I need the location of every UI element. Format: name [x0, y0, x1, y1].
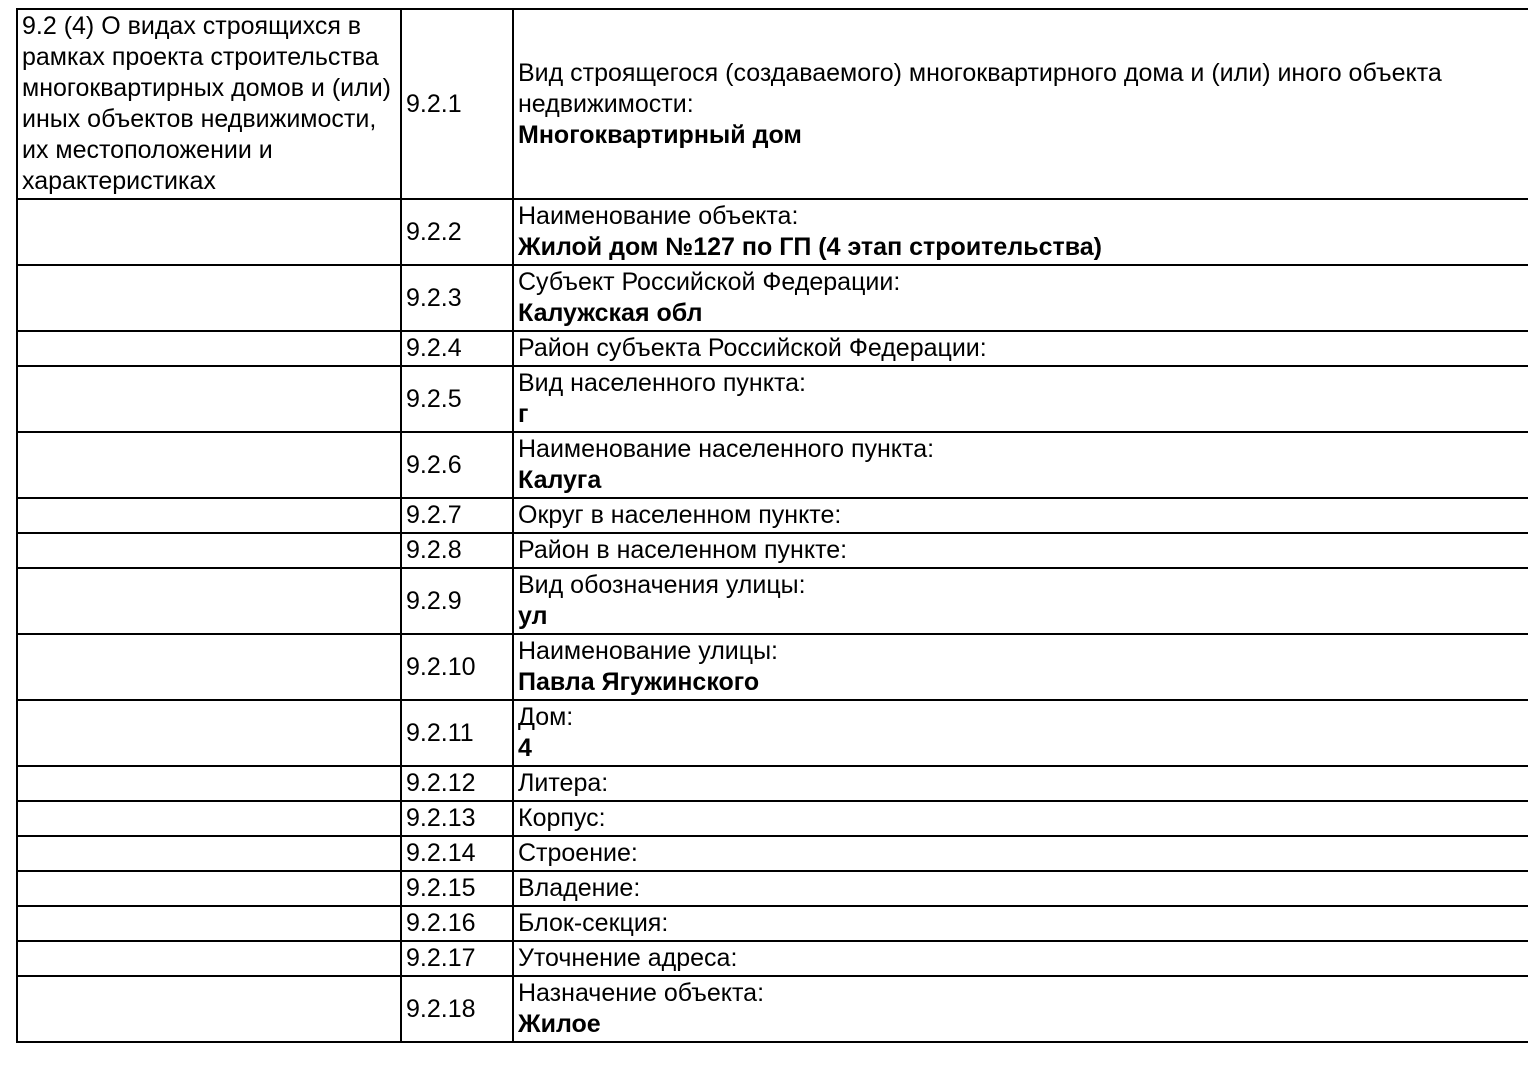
section-empty-cell — [17, 498, 401, 533]
field-value: г — [518, 400, 529, 428]
section-empty-cell — [17, 871, 401, 906]
section-title: 9.2 (4) О видах строящихся в рамках проекта строительства многоквартирных домов и (или) иных объектов недвижимости, их местоположении и характеристиках — [17, 9, 401, 199]
row-content-cell — [513, 700, 1528, 766]
row-content-cell — [513, 199, 1528, 265]
section-empty-cell — [17, 199, 401, 265]
field-label: Назначение объекта: — [518, 979, 765, 1007]
project-info-table-body — [17, 9, 1528, 1042]
row-content-cell — [513, 331, 1528, 366]
row-content-cell — [513, 801, 1528, 836]
row-number: 9.2.4 — [401, 331, 513, 366]
field-value: Жилое — [518, 1010, 601, 1038]
row-content-cell — [513, 366, 1528, 432]
table-row — [17, 836, 1528, 871]
field-label: Наименование объекта: — [518, 202, 799, 230]
field-label: Уточнение адреса: — [518, 944, 738, 972]
row-number: 9.2.16 — [401, 906, 513, 941]
table-row — [17, 9, 1528, 199]
section-empty-cell — [17, 366, 401, 432]
field-value: 4 — [518, 734, 532, 762]
row-content-cell — [513, 9, 1528, 199]
section-empty-cell — [17, 766, 401, 801]
section-empty-cell — [17, 801, 401, 836]
section-empty-cell — [17, 432, 401, 498]
project-info-table — [16, 8, 1528, 1043]
field-label: Дом: — [518, 703, 574, 731]
field-label: Владение: — [518, 874, 641, 902]
field-label: Наименование населенного пункта: — [518, 435, 935, 463]
row-number: 9.2.12 — [401, 766, 513, 801]
table-row — [17, 906, 1528, 941]
table-row — [17, 366, 1528, 432]
row-number: 9.2.8 — [401, 533, 513, 568]
field-label: Строение: — [518, 839, 638, 867]
table-row — [17, 976, 1528, 1042]
row-number: 9.2.10 — [401, 634, 513, 700]
section-empty-cell — [17, 568, 401, 634]
table-row — [17, 801, 1528, 836]
section-empty-cell — [17, 941, 401, 976]
section-empty-cell — [17, 700, 401, 766]
row-number: 9.2.14 — [401, 836, 513, 871]
field-label: Район субъекта Российской Федерации: — [518, 334, 987, 362]
field-label: Район в населенном пункте: — [518, 536, 848, 564]
row-number: 9.2.2 — [401, 199, 513, 265]
row-content-cell — [513, 533, 1528, 568]
row-content-cell — [513, 265, 1528, 331]
table-row — [17, 331, 1528, 366]
field-label: Корпус: — [518, 804, 606, 832]
row-content-cell — [513, 498, 1528, 533]
section-empty-cell — [17, 836, 401, 871]
table-row — [17, 766, 1528, 801]
row-number: 9.2.1 — [401, 9, 513, 199]
field-label: Субъект Российской Федерации: — [518, 268, 901, 296]
section-empty-cell — [17, 976, 401, 1042]
field-label: Округ в населенном пункте: — [518, 501, 842, 529]
field-label: Литера: — [518, 769, 609, 797]
field-value: Жилой дом №127 по ГП (4 этап строительства) — [518, 233, 1102, 261]
section-empty-cell — [17, 331, 401, 366]
table-row — [17, 265, 1528, 331]
row-number: 9.2.5 — [401, 366, 513, 432]
row-content-cell — [513, 906, 1528, 941]
row-content-cell — [513, 432, 1528, 498]
field-value: Калуга — [518, 466, 602, 494]
table-row — [17, 634, 1528, 700]
table-row — [17, 941, 1528, 976]
table-row — [17, 871, 1528, 906]
field-label: Вид населенного пункта: — [518, 369, 806, 397]
field-label: Вид строящегося (создаваемого) многоквартирного дома и (или) иного объекта недвижимости: — [518, 58, 1442, 118]
field-value: Калужская обл — [518, 299, 703, 327]
table-row — [17, 498, 1528, 533]
row-number: 9.2.3 — [401, 265, 513, 331]
row-number: 9.2.13 — [401, 801, 513, 836]
row-content-cell — [513, 836, 1528, 871]
field-value: Многоквартирный дом — [518, 120, 802, 149]
table-row — [17, 533, 1528, 568]
row-number: 9.2.17 — [401, 941, 513, 976]
row-content-cell — [513, 976, 1528, 1042]
section-empty-cell — [17, 533, 401, 568]
section-empty-cell — [17, 265, 401, 331]
row-number: 9.2.11 — [401, 700, 513, 766]
table-row — [17, 568, 1528, 634]
table-row — [17, 199, 1528, 265]
row-number: 9.2.18 — [401, 976, 513, 1042]
field-value: ул — [518, 602, 548, 630]
row-content-cell — [513, 634, 1528, 700]
row-content-cell — [513, 568, 1528, 634]
row-number: 9.2.7 — [401, 498, 513, 533]
table-row — [17, 700, 1528, 766]
row-number: 9.2.6 — [401, 432, 513, 498]
field-label: Вид обозначения улицы: — [518, 571, 806, 599]
field-label: Наименование улицы: — [518, 637, 778, 665]
field-value: Павла Ягужинского — [518, 668, 760, 696]
row-content-cell — [513, 766, 1528, 801]
row-content-cell — [513, 871, 1528, 906]
table-row — [17, 432, 1528, 498]
section-empty-cell — [17, 906, 401, 941]
section-empty-cell — [17, 634, 401, 700]
row-number: 9.2.9 — [401, 568, 513, 634]
row-number: 9.2.15 — [401, 871, 513, 906]
row-content-cell — [513, 941, 1528, 976]
field-label: Блок-секция: — [518, 909, 669, 937]
